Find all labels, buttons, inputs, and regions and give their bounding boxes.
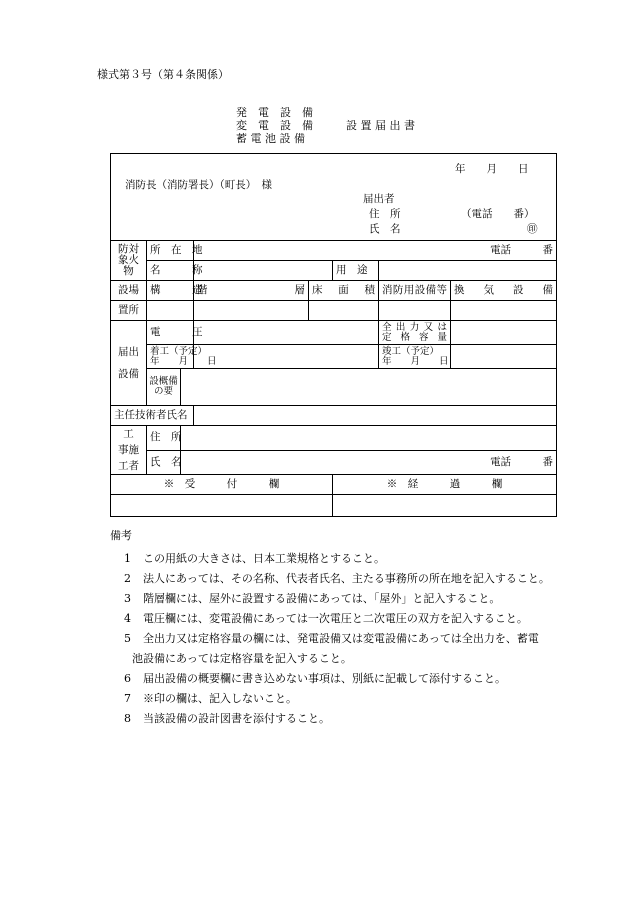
remarks-title: 備考 [110, 529, 132, 542]
site-label-top: 設場 [111, 281, 147, 301]
remark-item: 5 全出力又は定格容量の欄には、発電設備又は変電設備にあっては全出力を、蓄電 [124, 632, 539, 645]
title-line-transformer: 変 電 設 備 [236, 119, 313, 132]
remarks-section [110, 527, 580, 729]
contractor-name-field[interactable] [181, 450, 557, 475]
structure-field[interactable] [147, 301, 194, 321]
target-object-label: 防対象火物 [111, 241, 147, 281]
name-field[interactable] [194, 261, 333, 281]
floor-label: 階 層 [194, 281, 309, 301]
site-label-bottom: 置所 [111, 301, 147, 321]
fire-equipment-label: 消防用設備等 [379, 281, 451, 301]
remark-item: 8 当該設備の設計図書を添付すること。 [124, 712, 330, 725]
equipment-overview-field[interactable] [181, 369, 557, 406]
output-capacity-field[interactable] [451, 321, 557, 345]
equipment-overview-label: 設概備の要 [147, 369, 181, 406]
remark-item: 2 法人にあっては、その名称、代表者氏名、主たる事務所の所在地を記入すること。 [124, 572, 550, 585]
seal-mark: ㊞ [527, 223, 538, 235]
completion-date-label: 竣工（予定） 年 月 日 [379, 345, 451, 369]
title-line-generation: 発 電 設 備 [236, 106, 313, 119]
floor-area-field[interactable] [309, 301, 379, 321]
contractor-address-field[interactable] [181, 426, 557, 451]
name-label: 名 称 [147, 261, 194, 281]
voltage-label: 電 圧 [147, 321, 194, 345]
applicant-phone[interactable]: （電話 番） [461, 208, 535, 220]
chief-engineer-field[interactable] [194, 406, 557, 426]
remark-item: 1 この用紙の大きさは、日本工業規格とすること。 [124, 552, 385, 565]
contractor-phone: 電話 番 [490, 455, 554, 468]
ventilation-label: 換 気 設 備 [451, 281, 557, 301]
contractor-name-label: 氏 名 [147, 450, 181, 475]
title-suffix: 設 置 届 出 書 [346, 119, 415, 132]
addressee: 消防長（消防署長）（町長） 様 [125, 179, 272, 191]
remark-item-continuation: 池設備にあっては定格容量を記入すること。 [132, 652, 352, 665]
start-date-label: 着工（予定） 年 月 日 [147, 345, 194, 369]
remark-item: 4 電圧欄には、変電設備にあっては一次電圧と二次電圧の双方を記入すること。 [124, 612, 528, 625]
reception-header: ※ 受 付 欄 [111, 475, 333, 495]
location-label: 所 在 地 [147, 241, 194, 261]
remark-item: 3 階層欄には、屋外に設置する設備にあっては、「屋外」と記入すること。 [124, 592, 501, 605]
chief-engineer-label: 主任技術者氏名 [111, 406, 194, 426]
completion-date-field[interactable] [451, 345, 557, 369]
progress-header: ※ 経 過 欄 [333, 475, 557, 495]
contractor-address-label: 住 所 [147, 426, 181, 451]
location-field[interactable] [194, 241, 557, 261]
applicant-name-label: 氏 名 [369, 223, 401, 235]
progress-field [333, 495, 557, 517]
usage-field[interactable] [379, 261, 557, 281]
start-date-field[interactable] [194, 345, 379, 369]
notification-form-table [110, 153, 557, 517]
floor-field[interactable] [194, 301, 309, 321]
form-number: 様式第３号（第４条関係） [97, 68, 229, 81]
submission-date[interactable]: 年 月 日 [455, 163, 529, 175]
usage-label: 用 途 [333, 261, 379, 281]
applicant-label: 届出者 [363, 193, 395, 205]
form-title [236, 106, 415, 145]
title-line-battery: 蓄 電 池 設 備 [236, 132, 305, 145]
voltage-field[interactable] [194, 321, 379, 345]
reception-field [111, 495, 333, 517]
remark-item: 7 ※印の欄は、記入しないこと。 [124, 692, 297, 705]
floor-area-label: 床 面 積 [309, 281, 379, 301]
contractor-label: 工 事施工者 [111, 426, 147, 475]
header-section [111, 154, 557, 241]
structure-label: 構 造 [147, 281, 194, 301]
fire-equipment-field[interactable] [379, 301, 451, 321]
remark-item: 6 届出設備の概要欄に書き込めない事項は、別紙に記載して添付すること。 [124, 672, 506, 685]
output-capacity-label: 全出力又は 定 格 容 量 [379, 321, 451, 345]
notified-equipment-label: 届出設備 [111, 321, 147, 406]
location-phone: 電話 番 [490, 244, 554, 256]
ventilation-field[interactable] [451, 301, 557, 321]
applicant-address-label: 住 所 [369, 208, 401, 220]
